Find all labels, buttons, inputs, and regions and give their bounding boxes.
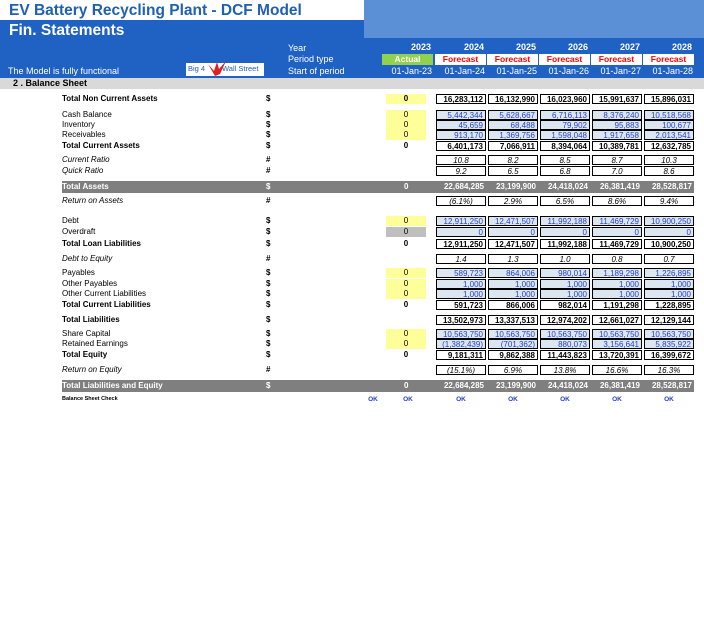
period-type-label: Period type bbox=[288, 54, 334, 64]
check-ok-4: OK bbox=[560, 396, 570, 403]
start-date-2023: 01-Jan-23 bbox=[391, 66, 432, 76]
cell-opay-2026: 1,000 bbox=[540, 279, 590, 289]
start-date-2027: 01-Jan-27 bbox=[600, 66, 641, 76]
cell-tcl-2025: 866,006 bbox=[488, 300, 538, 310]
row-2023-tle: 0 bbox=[404, 381, 409, 390]
cell-cr-2026: 8.5 bbox=[540, 155, 590, 165]
row-label-pay: Payables bbox=[62, 268, 95, 277]
cell-tnca-2027: 15,991,637 bbox=[592, 94, 642, 104]
period-type-2025: Forecast bbox=[487, 54, 538, 65]
cell-re-2028: 5,835,922 bbox=[644, 339, 694, 349]
cell-tl-2024: 13,502,973 bbox=[436, 315, 486, 325]
cell-ta-2028: 28,528,817 bbox=[651, 182, 692, 191]
cell-rec-2024: 913,170 bbox=[436, 130, 486, 140]
cell-tll-2024: 12,911,250 bbox=[436, 239, 486, 249]
cell-tcl-2028: 1,228,895 bbox=[644, 300, 694, 310]
row-unit-qr: # bbox=[266, 166, 271, 175]
cell-pay-2027: 1,189,298 bbox=[592, 268, 642, 278]
cell-roa-2025: 2.9% bbox=[488, 196, 538, 206]
row-unit-rec: $ bbox=[266, 130, 271, 139]
row-label-tca: Total Current Assets bbox=[62, 141, 140, 150]
cell-cash-2025: 5,628,667 bbox=[488, 110, 538, 120]
row-unit-ocl: $ bbox=[266, 289, 271, 298]
cell-od-2023: 0 bbox=[386, 227, 426, 237]
cell-te-2027: 13,720,391 bbox=[592, 350, 642, 360]
cell-tl-2027: 12,661,027 bbox=[592, 315, 642, 325]
balance-sheet-check-label: Balance Sheet Check bbox=[62, 396, 118, 402]
cell-opay-2023: 0 bbox=[386, 279, 426, 289]
logo-left-text: Big 4 bbox=[188, 64, 206, 73]
cell-inv-2023: 0 bbox=[386, 120, 426, 130]
row-label-roe: Return on Equity bbox=[62, 365, 122, 374]
cell-pay-2023: 0 bbox=[386, 268, 426, 278]
cell-pay-2026: 980,014 bbox=[540, 268, 590, 278]
cell-roe-2028: 16.3% bbox=[644, 365, 694, 375]
cell-tll-2027: 11,469,729 bbox=[592, 239, 642, 249]
row-label-ta: Total Assets bbox=[62, 182, 109, 191]
cell-tca-2024: 6,401,173 bbox=[436, 141, 486, 151]
start-date-2026: 01-Jan-26 bbox=[548, 66, 589, 76]
period-type-2023: Actual bbox=[382, 54, 433, 65]
row-label-tcl: Total Current Liabilities bbox=[62, 300, 151, 309]
row-unit-roe: # bbox=[266, 365, 271, 374]
row-unit-tle: $ bbox=[266, 381, 271, 390]
logo[interactable] bbox=[186, 63, 264, 76]
row-unit-tcl: $ bbox=[266, 300, 271, 309]
cell-roa-2027: 8.6% bbox=[592, 196, 642, 206]
cell-te-2026: 11,443,823 bbox=[540, 350, 590, 360]
cell-inv-2027: 95,883 bbox=[592, 120, 642, 130]
row-unit-tl: $ bbox=[266, 315, 271, 324]
row-unit-debt: $ bbox=[266, 216, 271, 225]
cell-tca-2027: 10,389,781 bbox=[592, 141, 642, 151]
row-2023-ta: 0 bbox=[404, 182, 409, 191]
row-label-qr: Quick Ratio bbox=[62, 166, 104, 175]
cell-ocl-2024: 1,000 bbox=[436, 289, 486, 299]
cell-tll-2023: 0 bbox=[403, 239, 409, 248]
cell-cr-2027: 8.7 bbox=[592, 155, 642, 165]
cell-od-2028: 0 bbox=[644, 227, 694, 237]
cell-te-2023: 0 bbox=[403, 350, 409, 359]
cell-cash-2023: 0 bbox=[386, 110, 426, 120]
start-date-2028: 01-Jan-28 bbox=[652, 66, 693, 76]
cell-roe-2025: 6.9% bbox=[488, 365, 538, 375]
cell-sc-2023: 0 bbox=[386, 329, 426, 339]
cell-re-2027: 3,156,641 bbox=[592, 339, 642, 349]
cell-opay-2027: 1,000 bbox=[592, 279, 642, 289]
row-unit-od: $ bbox=[266, 227, 271, 236]
cell-tl-2028: 12,129,144 bbox=[644, 315, 694, 325]
cell-ta-2026: 24,418,024 bbox=[547, 182, 588, 191]
cell-pay-2025: 864,006 bbox=[488, 268, 538, 278]
cell-re-2024: (1,382,439) bbox=[436, 339, 486, 349]
row-unit-tnca: $ bbox=[266, 94, 271, 103]
cell-re-2026: 880,073 bbox=[540, 339, 590, 349]
year-2027: 2027 bbox=[619, 42, 640, 52]
cell-tll-2026: 11,992,188 bbox=[540, 239, 590, 249]
section-header bbox=[0, 78, 704, 89]
cell-sc-2025: 10,563,750 bbox=[488, 329, 538, 339]
cell-ocl-2028: 1,000 bbox=[644, 289, 694, 299]
cell-cash-2024: 5,442,344 bbox=[436, 110, 486, 120]
cell-re-2023: 0 bbox=[386, 339, 426, 349]
row-label-opay: Other Payables bbox=[62, 279, 118, 288]
cell-tcl-2023: 0 bbox=[403, 300, 409, 309]
cell-tnca-2025: 16,132,990 bbox=[488, 94, 538, 104]
row-label-od: Overdraft bbox=[62, 227, 96, 236]
cell-od-2025: 0 bbox=[488, 227, 538, 237]
check-ok-2: OK bbox=[456, 396, 466, 403]
cell-inv-2024: 45,659 bbox=[436, 120, 486, 130]
cell-inv-2028: 100,677 bbox=[644, 120, 694, 130]
cell-cash-2028: 10,518,568 bbox=[644, 110, 694, 120]
cell-tle-2027: 26,381,419 bbox=[599, 381, 640, 390]
cell-roa-2028: 9.4% bbox=[644, 196, 694, 206]
row-unit-ta: $ bbox=[266, 182, 271, 191]
cell-od-2024: 0 bbox=[436, 227, 486, 237]
cell-de-2028: 0.7 bbox=[644, 254, 694, 264]
cell-tca-2028: 12,632,785 bbox=[644, 141, 694, 151]
row-unit-cr: # bbox=[266, 155, 271, 164]
cell-od-2026: 0 bbox=[540, 227, 590, 237]
cell-ocl-2027: 1,000 bbox=[592, 289, 642, 299]
page-subtitle: Fin. Statements bbox=[9, 22, 125, 39]
cell-tca-2025: 7,066,911 bbox=[488, 141, 538, 151]
start-date-2025: 01-Jan-25 bbox=[496, 66, 537, 76]
year-2024: 2024 bbox=[463, 42, 484, 52]
cell-qr-2027: 7.0 bbox=[592, 166, 642, 176]
row-label-tnca: Total Non Current Assets bbox=[62, 94, 158, 103]
row-unit-opay: $ bbox=[266, 279, 271, 288]
cell-rec-2028: 2,013,541 bbox=[644, 130, 694, 140]
cell-tcl-2027: 1,191,298 bbox=[592, 300, 642, 310]
cell-sc-2028: 10,563,750 bbox=[644, 329, 694, 339]
cell-de-2026: 1.0 bbox=[540, 254, 590, 264]
cell-tcl-2024: 591,723 bbox=[436, 300, 486, 310]
cell-rec-2025: 1,369,756 bbox=[488, 130, 538, 140]
row-label-sc: Share Capital bbox=[62, 329, 111, 338]
cell-cash-2027: 8,376,240 bbox=[592, 110, 642, 120]
cell-qr-2025: 6.5 bbox=[488, 166, 538, 176]
cell-debt-2024: 12,911,250 bbox=[436, 216, 486, 226]
header-band-top bbox=[364, 0, 704, 38]
cell-cr-2024: 10.8 bbox=[436, 155, 486, 165]
cell-od-2027: 0 bbox=[592, 227, 642, 237]
row-unit-sc: $ bbox=[266, 329, 271, 338]
cell-tnca-2028: 15,896,031 bbox=[644, 94, 694, 104]
cell-pay-2028: 1,226,895 bbox=[644, 268, 694, 278]
row-label-rec: Receivables bbox=[62, 130, 106, 139]
model-status: The Model is fully functional bbox=[8, 66, 120, 76]
row-label-tle: Total Liabilities and Equity bbox=[62, 381, 163, 390]
start-of-period-label: Start of period bbox=[288, 66, 345, 76]
check-ok-1: OK bbox=[403, 396, 413, 403]
cell-ocl-2026: 1,000 bbox=[540, 289, 590, 299]
check-ok-0: OK bbox=[368, 396, 378, 403]
row-label-cr: Current Ratio bbox=[62, 155, 110, 164]
cell-tle-2026: 24,418,024 bbox=[547, 381, 588, 390]
cell-de-2027: 0.8 bbox=[592, 254, 642, 264]
row-unit-inv: $ bbox=[266, 120, 271, 129]
cell-roa-2024: (6.1%) bbox=[436, 196, 486, 206]
cell-debt-2026: 11,992,188 bbox=[540, 216, 590, 226]
cell-debt-2027: 11,469,729 bbox=[592, 216, 642, 226]
row-unit-de: # bbox=[266, 254, 271, 263]
row-unit-tll: $ bbox=[266, 239, 271, 248]
cell-tnca-2023: 0 bbox=[386, 94, 426, 104]
cell-tll-2025: 12,471,507 bbox=[488, 239, 538, 249]
cell-sc-2026: 10,563,750 bbox=[540, 329, 590, 339]
logo-right-text: Wall Street bbox=[222, 64, 259, 73]
cell-ocl-2025: 1,000 bbox=[488, 289, 538, 299]
row-label-inv: Inventory bbox=[62, 120, 95, 129]
row-ta bbox=[62, 181, 694, 193]
cell-rec-2023: 0 bbox=[386, 130, 426, 140]
row-label-tll: Total Loan Liabilities bbox=[62, 239, 141, 248]
start-date-2024: 01-Jan-24 bbox=[444, 66, 485, 76]
section-title: 2 . Balance Sheet bbox=[13, 78, 88, 88]
cell-te-2025: 9,862,388 bbox=[488, 350, 538, 360]
cell-sc-2027: 10,563,750 bbox=[592, 329, 642, 339]
row-label-cash: Cash Balance bbox=[62, 110, 112, 119]
cell-te-2028: 16,399,672 bbox=[644, 350, 694, 360]
cell-qr-2026: 6.8 bbox=[540, 166, 590, 176]
year-2028: 2028 bbox=[671, 42, 692, 52]
cell-sc-2024: 10,563,750 bbox=[436, 329, 486, 339]
cell-qr-2024: 9.2 bbox=[436, 166, 486, 176]
cell-qr-2028: 8.6 bbox=[644, 166, 694, 176]
cell-cash-2026: 6,716,113 bbox=[540, 110, 590, 120]
row-unit-roa: # bbox=[266, 196, 271, 205]
cell-debt-2025: 12,471,507 bbox=[488, 216, 538, 226]
cell-tle-2025: 23,199,900 bbox=[495, 381, 536, 390]
period-type-2028: Forecast bbox=[643, 54, 694, 65]
row-unit-re: $ bbox=[266, 339, 271, 348]
row-unit-tca: $ bbox=[266, 141, 271, 150]
cell-roe-2027: 16.6% bbox=[592, 365, 642, 375]
row-label-tl: Total Liabilities bbox=[62, 315, 120, 324]
cell-tca-2026: 8,394,064 bbox=[540, 141, 590, 151]
row-label-de: Debt to Equity bbox=[62, 254, 113, 263]
row-unit-te: $ bbox=[266, 350, 271, 359]
cell-roe-2024: (15.1%) bbox=[436, 365, 486, 375]
check-ok-5: OK bbox=[612, 396, 622, 403]
row-tle bbox=[62, 380, 694, 392]
cell-te-2024: 9,181,311 bbox=[436, 350, 486, 360]
row-label-roa: Return on Assets bbox=[62, 196, 124, 205]
year-label: Year bbox=[288, 43, 307, 53]
cell-tle-2028: 28,528,817 bbox=[651, 381, 692, 390]
cell-tle-2024: 22,684,285 bbox=[443, 381, 484, 390]
cell-roe-2026: 13.8% bbox=[540, 365, 590, 375]
cell-tnca-2024: 16,283,112 bbox=[436, 94, 486, 104]
cell-roa-2026: 6.5% bbox=[540, 196, 590, 206]
year-2025: 2025 bbox=[515, 42, 536, 52]
page-title: EV Battery Recycling Plant - DCF Model bbox=[9, 2, 302, 19]
period-type-2026: Forecast bbox=[539, 54, 590, 65]
row-unit-pay: $ bbox=[266, 268, 271, 277]
cell-rec-2027: 1,917,658 bbox=[592, 130, 642, 140]
cell-ocl-2023: 0 bbox=[386, 289, 426, 299]
check-ok-6: OK bbox=[664, 396, 674, 403]
cell-de-2025: 1.3 bbox=[488, 254, 538, 264]
cell-opay-2024: 1,000 bbox=[436, 279, 486, 289]
cell-re-2025: (701,362) bbox=[488, 339, 538, 349]
cell-ta-2025: 23,199,900 bbox=[495, 182, 536, 191]
cell-tnca-2026: 16,023,960 bbox=[540, 94, 590, 104]
row-unit-cash: $ bbox=[266, 110, 271, 119]
cell-ta-2027: 26,381,419 bbox=[599, 182, 640, 191]
cell-tll-2028: 10,900,250 bbox=[644, 239, 694, 249]
row-label-re: Retained Earnings bbox=[62, 339, 128, 348]
cell-tl-2025: 13,337,513 bbox=[488, 315, 538, 325]
cell-opay-2028: 1,000 bbox=[644, 279, 694, 289]
cell-rec-2026: 1,598,048 bbox=[540, 130, 590, 140]
cell-cr-2028: 10.3 bbox=[644, 155, 694, 165]
cell-inv-2025: 68,488 bbox=[488, 120, 538, 130]
cell-pay-2024: 589,723 bbox=[436, 268, 486, 278]
cell-de-2024: 1.4 bbox=[436, 254, 486, 264]
cell-debt-2028: 10,900,250 bbox=[644, 216, 694, 226]
check-ok-3: OK bbox=[508, 396, 518, 403]
row-label-te: Total Equity bbox=[62, 350, 108, 359]
year-2023: 2023 bbox=[410, 42, 431, 52]
cell-tl-2026: 12,974,202 bbox=[540, 315, 590, 325]
row-label-ocl: Other Current Liabilities bbox=[62, 289, 147, 298]
cell-debt-2023: 0 bbox=[386, 216, 426, 226]
period-type-2027: Forecast bbox=[591, 54, 642, 65]
year-2026: 2026 bbox=[567, 42, 588, 52]
cell-cr-2025: 8.2 bbox=[488, 155, 538, 165]
cell-opay-2025: 1,000 bbox=[488, 279, 538, 289]
period-type-2024: Forecast bbox=[435, 54, 486, 65]
row-label-debt: Debt bbox=[62, 216, 79, 225]
cell-tcl-2026: 982,014 bbox=[540, 300, 590, 310]
cell-tca-2023: 0 bbox=[403, 141, 409, 150]
cell-ta-2024: 22,684,285 bbox=[443, 182, 484, 191]
cell-inv-2026: 79,902 bbox=[540, 120, 590, 130]
